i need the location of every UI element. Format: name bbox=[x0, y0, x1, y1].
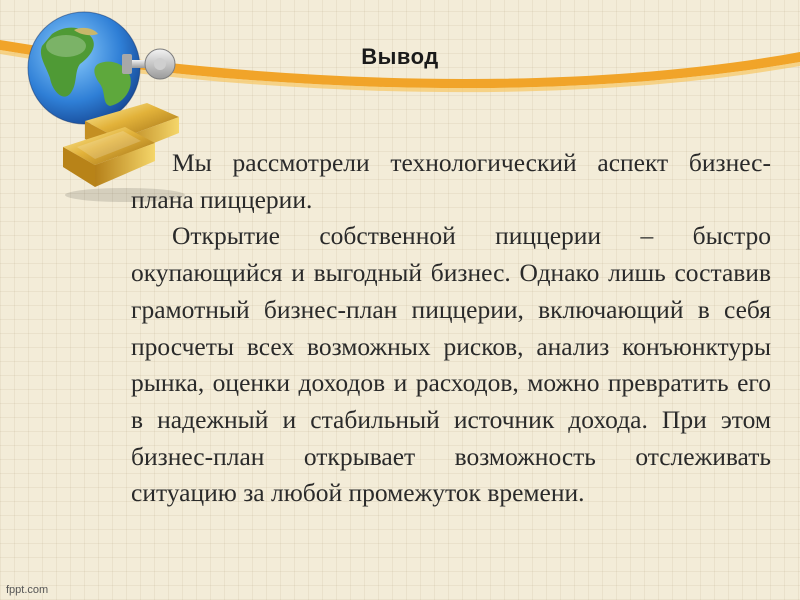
conclusion-text bbox=[131, 145, 771, 512]
watermark: fppt.com bbox=[6, 584, 49, 596]
paragraph-1: Мы рассмотрели технологический аспект бизнес-плана пиццерии. bbox=[131, 148, 771, 214]
slide-title: Вывод bbox=[361, 44, 439, 69]
paragraph-2: Открытие собственной пиццерии – быстро окупающийся и выгодный бизнес. Однако лишь составив грамотный бизнес-план пиццерии, включающий в себя просчеты всех возможных рисков, анализ конъюнктуры рынка, оценки доходов и расходов, можно превратить его в надежный и стабильный источник дохода. При этом бизнес-план открывает возможность отслеживать ситуацию за любой промежуток времени. bbox=[131, 221, 771, 508]
